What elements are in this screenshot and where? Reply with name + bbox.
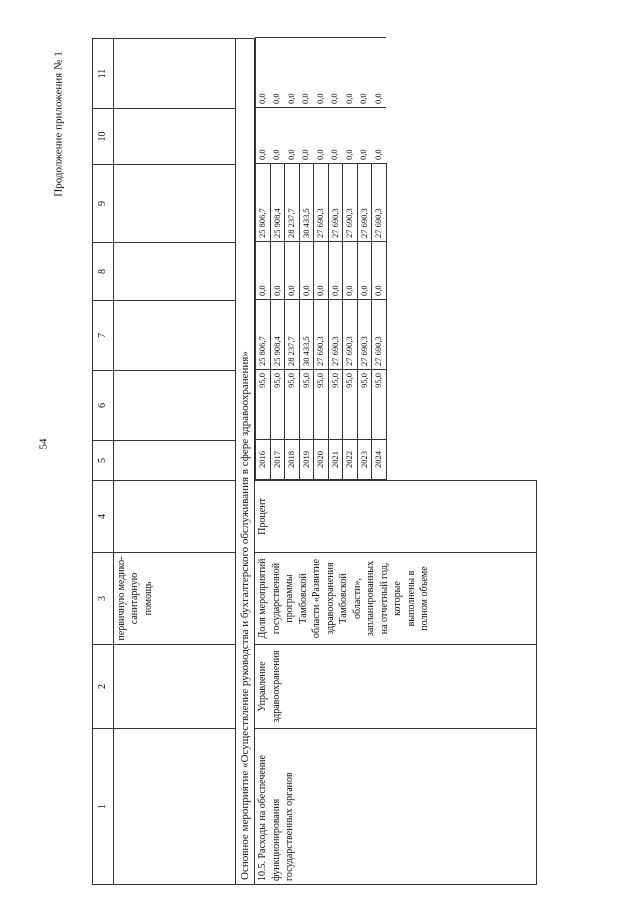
continuation-label: Продолжение приложения № 1 xyxy=(52,51,65,197)
col-header-2: 2 xyxy=(93,645,114,729)
year-cell-c6: 95,0 xyxy=(256,370,270,440)
year-cell-c11: 0,0 xyxy=(299,38,313,108)
year-cell-year: 2016 xyxy=(256,440,270,480)
year-cell-c10: 0,0 xyxy=(256,108,270,164)
year-cell-year: 2020 xyxy=(314,440,328,480)
year-row xyxy=(343,38,357,480)
year-cell-c9: 25 806,7 xyxy=(256,164,270,242)
year-row xyxy=(357,38,371,480)
year-cell-c8: 0,0 xyxy=(343,242,357,300)
executor: Управление здравоохранения xyxy=(255,645,537,729)
year-cell-c10: 0,0 xyxy=(343,108,357,164)
col-header-5: 5 xyxy=(93,441,114,481)
continued-indicator-text: первичную медико-санитарную помощь xyxy=(113,553,235,645)
year-cell-c7: 28 237,7 xyxy=(285,300,299,370)
rotated-table-container xyxy=(92,39,612,885)
year-cell-c6: 95,0 xyxy=(270,370,284,440)
col-header-3: 3 xyxy=(93,553,114,645)
year-cell-c7: 27 690,3 xyxy=(328,300,342,370)
col-header-9: 9 xyxy=(93,165,114,243)
year-cell-c7: 30 433,5 xyxy=(299,300,313,370)
year-cell-c11: 0,0 xyxy=(328,38,342,108)
year-cell-c6: 95,0 xyxy=(285,370,299,440)
year-cell-c7: 25 806,7 xyxy=(256,300,270,370)
year-cell-c7: 27 690,3 xyxy=(372,300,386,370)
year-row xyxy=(270,38,284,480)
year-cell-c8: 0,0 xyxy=(270,242,284,300)
measure-name: 10.5. Расходы на обеспечение функционирования государственных органов xyxy=(255,729,537,885)
year-cell-c8: 0,0 xyxy=(314,242,328,300)
year-cell-c11: 0,0 xyxy=(256,38,270,108)
year-row xyxy=(299,38,313,480)
year-cell-c10: 0,0 xyxy=(299,108,313,164)
col-header-10: 10 xyxy=(93,109,114,165)
year-cell-year: 2019 xyxy=(299,440,313,480)
year-cell-c9: 28 237,7 xyxy=(285,164,299,242)
year-cell-c9: 27 690,3 xyxy=(343,164,357,242)
year-cell-c7: 27 690,3 xyxy=(343,300,357,370)
column-number-row xyxy=(93,39,114,885)
year-cell-c8: 0,0 xyxy=(357,242,371,300)
col-header-11: 11 xyxy=(93,39,114,109)
year-cell-c6: 95,0 xyxy=(328,370,342,440)
year-cell-c6: 95,0 xyxy=(372,370,386,440)
year-cell-c11: 0,0 xyxy=(285,38,299,108)
indicator-name: Доля мероприятий государственной программы Тамбовской области «Развитие здравоохранения Тамбовской области», запланированных на отчетный год, которые выполнены в полном объеме xyxy=(255,553,537,645)
year-cell-c8: 0,0 xyxy=(372,242,386,300)
year-cell-c9: 27 690,3 xyxy=(314,164,328,242)
year-row xyxy=(372,38,386,480)
year-cell-year: 2021 xyxy=(328,440,342,480)
year-cell-year: 2018 xyxy=(285,440,299,480)
year-cell-c11: 0,0 xyxy=(343,38,357,108)
year-cell-c10: 0,0 xyxy=(270,108,284,164)
year-cell-c6: 95,0 xyxy=(314,370,328,440)
col-header-8: 8 xyxy=(93,243,114,301)
year-cell-c6: 95,0 xyxy=(343,370,357,440)
page-number: 54 xyxy=(37,438,50,450)
year-cell-c7: 27 690,3 xyxy=(314,300,328,370)
year-cell-c11: 0,0 xyxy=(372,38,386,108)
year-cell-c9: 30 433,5 xyxy=(299,164,313,242)
year-row xyxy=(314,38,328,480)
col-header-6: 6 xyxy=(93,371,114,441)
year-cell-c10: 0,0 xyxy=(357,108,371,164)
section-row xyxy=(235,39,255,885)
year-cell-c7: 27 690,3 xyxy=(357,300,371,370)
unit: Процент xyxy=(255,481,537,553)
year-cell-c8: 0,0 xyxy=(285,242,299,300)
year-cell-c11: 0,0 xyxy=(357,38,371,108)
year-cell-year: 2017 xyxy=(270,440,284,480)
year-cell-c9: 27 690,3 xyxy=(328,164,342,242)
year-cell-c10: 0,0 xyxy=(314,108,328,164)
year-cell-year: 2022 xyxy=(343,440,357,480)
year-cell-c10: 0,0 xyxy=(372,108,386,164)
year-row xyxy=(285,38,299,480)
table-row xyxy=(255,39,387,885)
program-table xyxy=(92,38,537,885)
year-cell-c8: 0,0 xyxy=(299,242,313,300)
yearly-values-table xyxy=(255,37,386,480)
year-cell-year: 2024 xyxy=(372,440,386,480)
year-cell-c11: 0,0 xyxy=(314,38,328,108)
col-header-1: 1 xyxy=(93,729,114,885)
section-title: Основное мероприятие «Осуществление руководства и бухгалтерского обслуживания в сфере здравоохранения» xyxy=(235,39,255,885)
col-header-7: 7 xyxy=(93,301,114,371)
year-cell-c9: 27 690,3 xyxy=(357,164,371,242)
year-cell-c10: 0,0 xyxy=(285,108,299,164)
year-cell-c8: 0,0 xyxy=(256,242,270,300)
year-cell-c8: 0,0 xyxy=(328,242,342,300)
year-row xyxy=(328,38,342,480)
continued-row xyxy=(113,39,235,885)
year-cell-c7: 25 908,4 xyxy=(270,300,284,370)
year-cell-c6: 95,0 xyxy=(357,370,371,440)
year-cell-c10: 0,0 xyxy=(328,108,342,164)
year-cell-c6: 95,0 xyxy=(299,370,313,440)
year-cell-year: 2023 xyxy=(357,440,371,480)
col-header-4: 4 xyxy=(93,481,114,553)
year-row xyxy=(256,38,270,480)
year-cell-c9: 25 908,4 xyxy=(270,164,284,242)
year-cell-c9: 27 690,3 xyxy=(372,164,386,242)
year-cell-c11: 0,0 xyxy=(270,38,284,108)
